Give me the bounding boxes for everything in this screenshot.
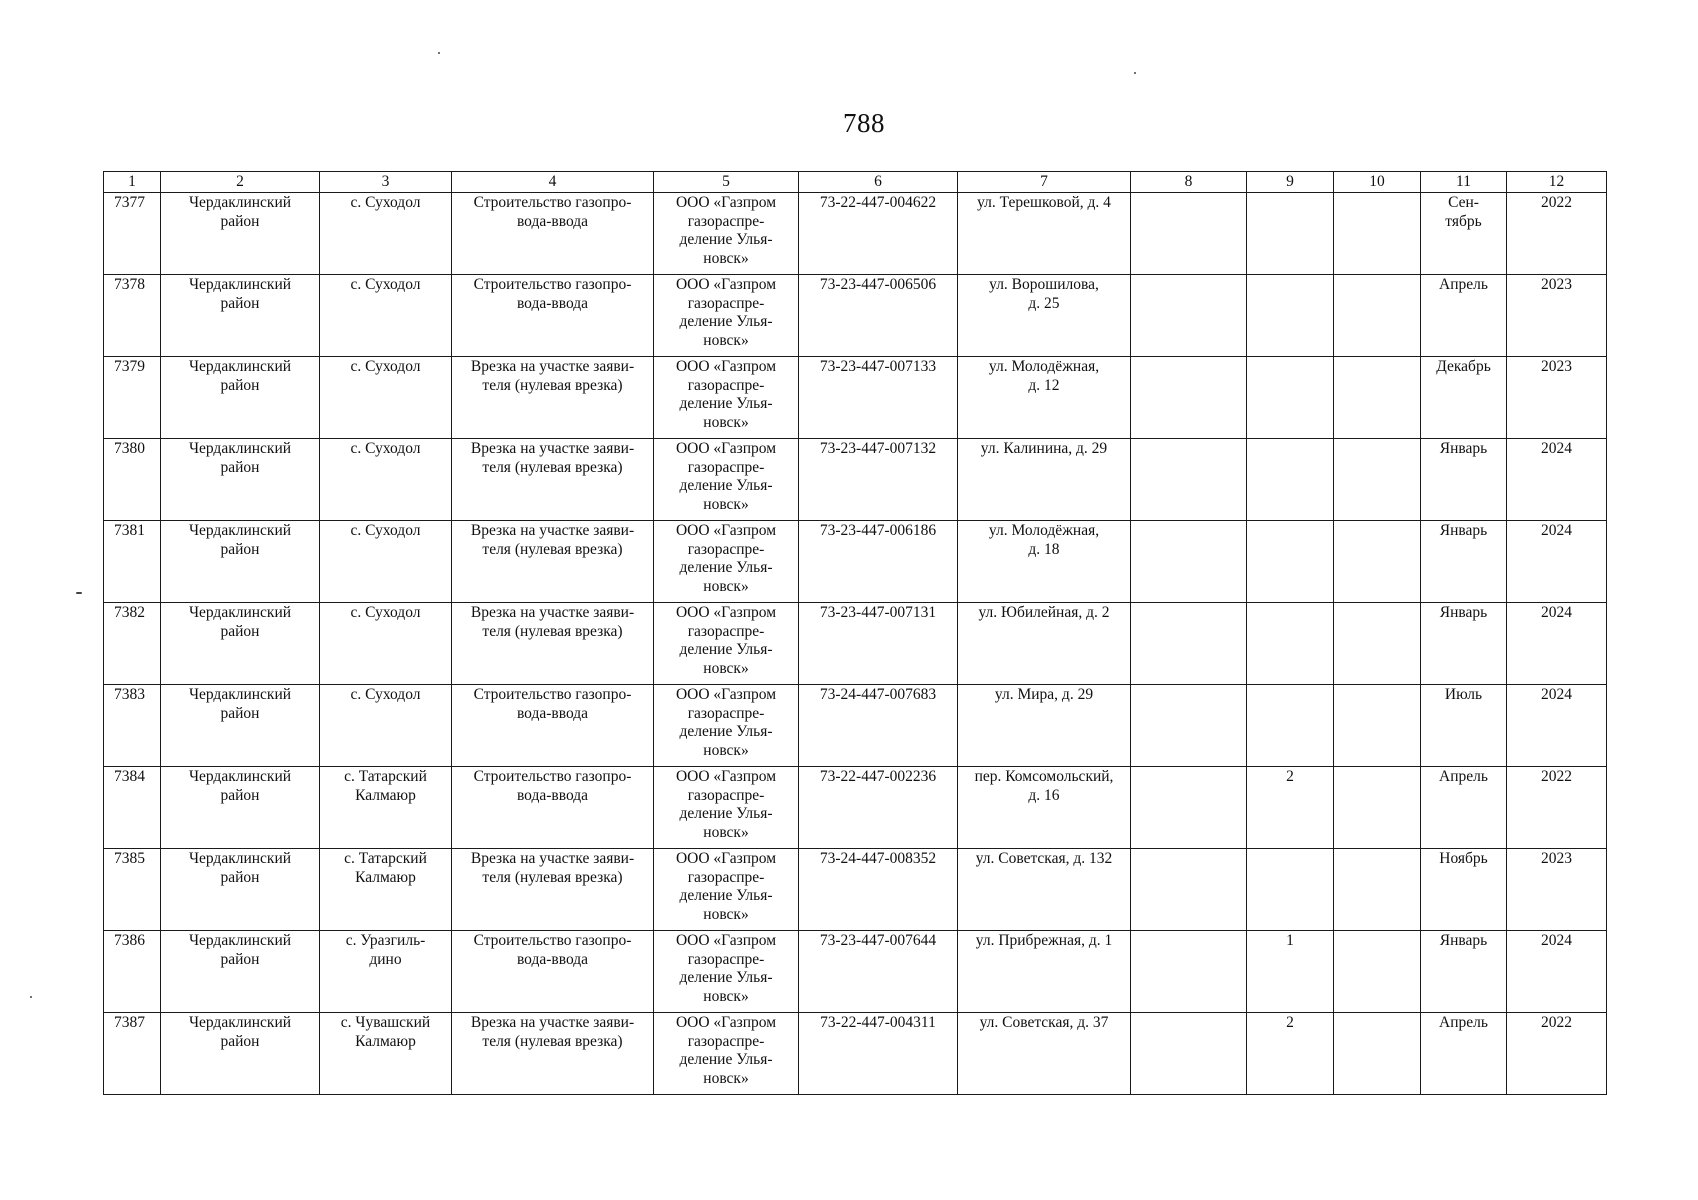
settlement-cell xyxy=(320,603,452,685)
column-10-cell xyxy=(1334,685,1421,767)
year-cell: 2024 xyxy=(1507,685,1607,767)
address-cell-line: ул. Советская, д. 37 xyxy=(979,1014,1109,1031)
work-type-cell xyxy=(452,357,654,439)
month-cell xyxy=(1421,357,1507,439)
work-type-cell xyxy=(452,603,654,685)
district-cell-line: район xyxy=(220,786,260,804)
column-8-cell xyxy=(1131,931,1247,1013)
address-cell-line: ул. Ворошилова, xyxy=(989,276,1099,293)
organization-cell-line: новск» xyxy=(703,577,749,595)
settlement-cell-line: с. Суходол xyxy=(350,276,421,293)
organization-cell-line: ООО «Газпром xyxy=(675,522,777,539)
organization-cell-line: ООО «Газпром xyxy=(675,194,777,211)
month-cell-line: Январь xyxy=(1439,440,1488,457)
column-8-cell xyxy=(1131,767,1247,849)
address-cell xyxy=(958,1013,1131,1095)
address-cell-line: пер. Комсомольский, xyxy=(974,768,1114,785)
district-cell-line: Чердаклинский xyxy=(188,686,292,703)
settlement-cell xyxy=(320,767,452,849)
table-row xyxy=(104,521,1607,603)
scan-speck xyxy=(438,52,440,54)
column-8-cell xyxy=(1131,521,1247,603)
column-header-2: 2 xyxy=(161,172,320,193)
column-header-6: 6 xyxy=(799,172,958,193)
organization-cell xyxy=(654,931,799,1013)
column-header-5: 5 xyxy=(654,172,799,193)
row-number-cell: 7377 xyxy=(104,193,161,275)
column-header-11: 11 xyxy=(1421,172,1507,193)
scan-speck xyxy=(76,592,82,594)
object-code-cell: 73-23-447-007644 xyxy=(799,931,958,1013)
year-cell: 2024 xyxy=(1507,439,1607,521)
organization-cell xyxy=(654,439,799,521)
work-type-cell-line: теля (нулевая врезка) xyxy=(482,458,623,476)
organization-cell xyxy=(654,1013,799,1095)
organization-cell xyxy=(654,193,799,275)
district-cell-line: район xyxy=(220,1032,260,1050)
address-cell-line: ул. Прибрежная, д. 1 xyxy=(975,932,1113,949)
settlement-cell-line: с. Татарский xyxy=(344,850,427,867)
address-cell-line: ул. Калинина, д. 29 xyxy=(980,440,1108,457)
table-row xyxy=(104,1013,1607,1095)
address-cell xyxy=(958,849,1131,931)
year-cell: 2024 xyxy=(1507,931,1607,1013)
district-cell xyxy=(161,931,320,1013)
district-cell-line: район xyxy=(220,868,260,886)
organization-cell-line: новск» xyxy=(703,905,749,923)
column-10-cell xyxy=(1334,275,1421,357)
address-cell-line: ул. Юбилейная, д. 2 xyxy=(978,604,1110,621)
page-number: 788 xyxy=(843,108,885,138)
district-cell xyxy=(161,521,320,603)
address-cell xyxy=(958,603,1131,685)
row-number-cell: 7379 xyxy=(104,357,161,439)
organization-cell-line: газораспре- xyxy=(687,786,765,804)
organization-cell xyxy=(654,357,799,439)
month-cell-line: Апрель xyxy=(1439,1014,1488,1031)
district-cell xyxy=(161,685,320,767)
settlement-cell xyxy=(320,1013,452,1095)
work-type-cell-line: Строительство газопро- xyxy=(473,932,632,949)
table-row xyxy=(104,357,1607,439)
object-code-cell: 73-23-447-007133 xyxy=(799,357,958,439)
table-row xyxy=(104,275,1607,357)
work-type-cell-line: Врезка на участке заяви- xyxy=(470,522,635,539)
work-type-cell-line: Строительство газопро- xyxy=(473,768,632,785)
district-cell-line: Чердаклинский xyxy=(188,932,292,949)
column-header-9: 9 xyxy=(1247,172,1334,193)
district-cell-line: Чердаклинский xyxy=(188,768,292,785)
table-row xyxy=(104,931,1607,1013)
data-table xyxy=(103,171,1607,1095)
district-cell-line: район xyxy=(220,704,260,722)
column-header-8: 8 xyxy=(1131,172,1247,193)
address-cell xyxy=(958,685,1131,767)
organization-cell-line: газораспре- xyxy=(687,458,765,476)
organization-cell-line: деление Улья- xyxy=(679,231,773,248)
month-cell xyxy=(1421,849,1507,931)
organization-cell-line: деление Улья- xyxy=(679,1051,773,1068)
settlement-cell-line: дино xyxy=(369,950,402,968)
year-cell: 2023 xyxy=(1507,357,1607,439)
column-9-cell xyxy=(1247,849,1334,931)
column-9-cell xyxy=(1247,521,1334,603)
table-row xyxy=(104,439,1607,521)
row-number-cell: 7385 xyxy=(104,849,161,931)
work-type-cell-line: Врезка на участке заяви- xyxy=(470,440,635,457)
column-header-4: 4 xyxy=(452,172,654,193)
organization-cell-line: газораспре- xyxy=(687,868,765,886)
month-cell xyxy=(1421,767,1507,849)
organization-cell-line: ООО «Газпром xyxy=(675,604,777,621)
district-cell-line: Чердаклинский xyxy=(188,276,292,293)
address-cell-line: ул. Терешковой, д. 4 xyxy=(977,194,1111,211)
settlement-cell xyxy=(320,685,452,767)
address-cell-line: д. 25 xyxy=(1028,294,1060,312)
work-type-cell-line: теля (нулевая врезка) xyxy=(482,868,623,886)
column-10-cell xyxy=(1334,357,1421,439)
address-cell xyxy=(958,357,1131,439)
column-8-cell xyxy=(1131,439,1247,521)
object-code-cell: 73-23-447-007131 xyxy=(799,603,958,685)
address-cell xyxy=(958,931,1131,1013)
district-cell-line: Чердаклинский xyxy=(188,194,292,211)
row-number-cell: 7384 xyxy=(104,767,161,849)
district-cell xyxy=(161,603,320,685)
work-type-cell-line: Врезка на участке заяви- xyxy=(470,604,635,621)
column-10-cell xyxy=(1334,603,1421,685)
district-cell-line: Чердаклинский xyxy=(188,358,292,375)
settlement-cell xyxy=(320,931,452,1013)
organization-cell xyxy=(654,521,799,603)
work-type-cell-line: вода-ввода xyxy=(516,950,589,968)
organization-cell xyxy=(654,603,799,685)
work-type-cell-line: вода-ввода xyxy=(516,704,589,722)
work-type-cell xyxy=(452,685,654,767)
organization-cell-line: газораспре- xyxy=(687,1032,765,1050)
work-type-cell-line: вода-ввода xyxy=(516,212,589,230)
column-8-cell xyxy=(1131,603,1247,685)
organization-cell-line: ООО «Газпром xyxy=(675,850,777,867)
organization-cell-line: деление Улья- xyxy=(679,723,773,740)
column-8-cell xyxy=(1131,193,1247,275)
work-type-cell-line: Врезка на участке заяви- xyxy=(470,850,635,867)
address-cell xyxy=(958,521,1131,603)
table-row xyxy=(104,767,1607,849)
district-cell-line: Чердаклинский xyxy=(188,604,292,621)
organization-cell-line: ООО «Газпром xyxy=(675,932,777,949)
organization-cell-line: газораспре- xyxy=(687,704,765,722)
month-cell xyxy=(1421,603,1507,685)
table-row xyxy=(104,603,1607,685)
object-code-cell: 73-24-447-008352 xyxy=(799,849,958,931)
table-row xyxy=(104,685,1607,767)
address-cell xyxy=(958,767,1131,849)
column-10-cell xyxy=(1334,767,1421,849)
column-9-cell: 2 xyxy=(1247,1013,1334,1095)
column-8-cell xyxy=(1131,357,1247,439)
address-cell-line: ул. Советская, д. 132 xyxy=(975,850,1113,867)
month-cell-line: Ноябрь xyxy=(1439,850,1488,867)
settlement-cell-line: с. Татарский xyxy=(344,768,427,785)
column-9-cell: 1 xyxy=(1247,931,1334,1013)
organization-cell-line: газораспре- xyxy=(687,950,765,968)
month-cell-line: Июль xyxy=(1444,686,1483,703)
month-cell-line: Апрель xyxy=(1439,276,1488,293)
organization-cell-line: газораспре- xyxy=(687,376,765,394)
work-type-cell-line: Строительство газопро- xyxy=(473,194,632,211)
address-cell-line: ул. Молодёжная, xyxy=(988,358,1100,375)
column-header-10: 10 xyxy=(1334,172,1421,193)
organization-cell-line: деление Улья- xyxy=(679,477,773,494)
object-code-cell: 73-23-447-006186 xyxy=(799,521,958,603)
organization-cell-line: новск» xyxy=(703,1069,749,1087)
column-header-1: 1 xyxy=(104,172,161,193)
column-8-cell xyxy=(1131,275,1247,357)
settlement-cell xyxy=(320,357,452,439)
column-header-3: 3 xyxy=(320,172,452,193)
work-type-cell-line: Строительство газопро- xyxy=(473,276,632,293)
organization-cell-line: новск» xyxy=(703,331,749,349)
month-cell-line: Январь xyxy=(1439,522,1488,539)
district-cell-line: район xyxy=(220,540,260,558)
organization-cell-line: новск» xyxy=(703,741,749,759)
scan-speck xyxy=(30,996,32,998)
column-header-7: 7 xyxy=(958,172,1131,193)
object-code-cell: 73-24-447-007683 xyxy=(799,685,958,767)
settlement-cell-line: с. Суходол xyxy=(350,604,421,621)
work-type-cell-line: теля (нулевая врезка) xyxy=(482,376,623,394)
settlement-cell-line: с. Уразгиль- xyxy=(345,932,426,949)
work-type-cell-line: теля (нулевая врезка) xyxy=(482,622,623,640)
district-cell xyxy=(161,439,320,521)
district-cell xyxy=(161,767,320,849)
work-type-cell xyxy=(452,767,654,849)
organization-cell xyxy=(654,685,799,767)
work-type-cell-line: вода-ввода xyxy=(516,294,589,312)
settlement-cell-line: с. Суходол xyxy=(350,194,421,211)
table-row xyxy=(104,849,1607,931)
column-9-cell xyxy=(1247,685,1334,767)
work-type-cell xyxy=(452,193,654,275)
scan-speck xyxy=(1134,72,1136,74)
work-type-cell xyxy=(452,1013,654,1095)
settlement-cell xyxy=(320,275,452,357)
district-cell xyxy=(161,193,320,275)
object-code-cell: 73-22-447-004311 xyxy=(799,1013,958,1095)
column-9-cell xyxy=(1247,439,1334,521)
organization-cell-line: деление Улья- xyxy=(679,395,773,412)
district-cell-line: район xyxy=(220,950,260,968)
address-cell-line: д. 12 xyxy=(1028,376,1060,394)
settlement-cell xyxy=(320,439,452,521)
column-10-cell xyxy=(1334,193,1421,275)
work-type-cell-line: теля (нулевая врезка) xyxy=(482,1032,623,1050)
work-type-cell-line: Строительство газопро- xyxy=(473,686,632,703)
organization-cell xyxy=(654,275,799,357)
address-cell xyxy=(958,275,1131,357)
month-cell xyxy=(1421,685,1507,767)
organization-cell xyxy=(654,767,799,849)
work-type-cell xyxy=(452,931,654,1013)
column-10-cell xyxy=(1334,931,1421,1013)
column-9-cell xyxy=(1247,357,1334,439)
settlement-cell-line: с. Суходол xyxy=(350,522,421,539)
row-number-cell: 7386 xyxy=(104,931,161,1013)
month-cell xyxy=(1421,931,1507,1013)
district-cell-line: район xyxy=(220,376,260,394)
settlement-cell-line: Калмаюр xyxy=(355,868,416,886)
column-10-cell xyxy=(1334,521,1421,603)
district-cell-line: Чердаклинский xyxy=(188,1014,292,1031)
organization-cell-line: новск» xyxy=(703,987,749,1005)
organization-cell-line: новск» xyxy=(703,823,749,841)
settlement-cell-line: с. Суходол xyxy=(350,686,421,703)
month-cell-line: Сен- xyxy=(1448,194,1479,211)
organization-cell-line: новск» xyxy=(703,495,749,513)
settlement-cell xyxy=(320,521,452,603)
work-type-cell xyxy=(452,275,654,357)
address-cell-line: ул. Мира, д. 29 xyxy=(994,686,1094,703)
district-cell xyxy=(161,1013,320,1095)
work-type-cell-line: Врезка на участке заяви- xyxy=(470,358,635,375)
organization-cell-line: деление Улья- xyxy=(679,805,773,822)
year-cell: 2023 xyxy=(1507,849,1607,931)
table-row xyxy=(104,193,1607,275)
table-body xyxy=(104,193,1607,1095)
month-cell xyxy=(1421,521,1507,603)
object-code-cell: 73-22-447-004622 xyxy=(799,193,958,275)
column-8-cell xyxy=(1131,685,1247,767)
month-cell xyxy=(1421,439,1507,521)
work-type-cell xyxy=(452,439,654,521)
column-8-cell xyxy=(1131,1013,1247,1095)
organization-cell-line: ООО «Газпром xyxy=(675,1014,777,1031)
object-code-cell: 73-22-447-002236 xyxy=(799,767,958,849)
month-cell-line: Январь xyxy=(1439,604,1488,621)
year-cell: 2023 xyxy=(1507,275,1607,357)
organization-cell-line: ООО «Газпром xyxy=(675,686,777,703)
column-10-cell xyxy=(1334,849,1421,931)
column-9-cell xyxy=(1247,193,1334,275)
settlement-cell-line: с. Суходол xyxy=(350,358,421,375)
row-number-cell: 7387 xyxy=(104,1013,161,1095)
district-cell-line: район xyxy=(220,212,260,230)
address-cell-line: д. 16 xyxy=(1028,786,1060,804)
month-cell xyxy=(1421,193,1507,275)
settlement-cell xyxy=(320,849,452,931)
district-cell-line: район xyxy=(220,458,260,476)
object-code-cell: 73-23-447-007132 xyxy=(799,439,958,521)
column-10-cell xyxy=(1334,1013,1421,1095)
object-code-cell: 73-23-447-006506 xyxy=(799,275,958,357)
year-cell: 2022 xyxy=(1507,193,1607,275)
organization-cell-line: газораспре- xyxy=(687,540,765,558)
organization-cell-line: новск» xyxy=(703,413,749,431)
month-cell xyxy=(1421,275,1507,357)
organization-cell-line: деление Улья- xyxy=(679,887,773,904)
district-cell xyxy=(161,357,320,439)
column-9-cell xyxy=(1247,275,1334,357)
district-cell-line: Чердаклинский xyxy=(188,850,292,867)
column-9-cell: 2 xyxy=(1247,767,1334,849)
settlement-cell-line: Калмаюр xyxy=(355,1032,416,1050)
row-number-cell: 7382 xyxy=(104,603,161,685)
organization-cell-line: новск» xyxy=(703,659,749,677)
organization-cell-line: ООО «Газпром xyxy=(675,768,777,785)
work-type-cell-line: Врезка на участке заяви- xyxy=(470,1014,635,1031)
organization-cell-line: газораспре- xyxy=(687,622,765,640)
row-number-cell: 7380 xyxy=(104,439,161,521)
year-cell: 2024 xyxy=(1507,603,1607,685)
settlement-cell-line: с. Чувашский xyxy=(340,1014,431,1031)
work-type-cell xyxy=(452,849,654,931)
settlement-cell-line: с. Суходол xyxy=(350,440,421,457)
organization-cell-line: новск» xyxy=(703,249,749,267)
month-cell xyxy=(1421,1013,1507,1095)
district-cell xyxy=(161,275,320,357)
district-cell-line: Чердаклинский xyxy=(188,522,292,539)
header-row xyxy=(104,172,1607,193)
month-cell-line: Январь xyxy=(1439,932,1488,949)
month-cell-line: Апрель xyxy=(1439,768,1488,785)
settlement-cell-line: Калмаюр xyxy=(355,786,416,804)
column-10-cell xyxy=(1334,439,1421,521)
column-9-cell xyxy=(1247,603,1334,685)
organization-cell-line: ООО «Газпром xyxy=(675,440,777,457)
address-cell-line: д. 18 xyxy=(1028,540,1060,558)
address-cell-line: ул. Молодёжная, xyxy=(988,522,1100,539)
work-type-cell-line: теля (нулевая врезка) xyxy=(482,540,623,558)
row-number-cell: 7378 xyxy=(104,275,161,357)
district-cell-line: Чердаклинский xyxy=(188,440,292,457)
organization-cell-line: деление Улья- xyxy=(679,969,773,986)
work-type-cell xyxy=(452,521,654,603)
organization-cell-line: газораспре- xyxy=(687,212,765,230)
organization-cell xyxy=(654,849,799,931)
district-cell-line: район xyxy=(220,622,260,640)
row-number-cell: 7381 xyxy=(104,521,161,603)
year-cell: 2022 xyxy=(1507,767,1607,849)
address-cell xyxy=(958,439,1131,521)
organization-cell-line: ООО «Газпром xyxy=(675,276,777,293)
district-cell-line: район xyxy=(220,294,260,312)
column-8-cell xyxy=(1131,849,1247,931)
work-type-cell-line: вода-ввода xyxy=(516,786,589,804)
column-header-12: 12 xyxy=(1507,172,1607,193)
district-cell xyxy=(161,849,320,931)
address-cell xyxy=(958,193,1131,275)
organization-cell-line: деление Улья- xyxy=(679,313,773,330)
month-cell-line: Декабрь xyxy=(1436,358,1491,375)
row-number-cell: 7383 xyxy=(104,685,161,767)
month-cell-line: тябрь xyxy=(1445,212,1482,230)
year-cell: 2022 xyxy=(1507,1013,1607,1095)
organization-cell-line: газораспре- xyxy=(687,294,765,312)
organization-cell-line: деление Улья- xyxy=(679,641,773,658)
organization-cell-line: деление Улья- xyxy=(679,559,773,576)
settlement-cell xyxy=(320,193,452,275)
organization-cell-line: ООО «Газпром xyxy=(675,358,777,375)
year-cell: 2024 xyxy=(1507,521,1607,603)
